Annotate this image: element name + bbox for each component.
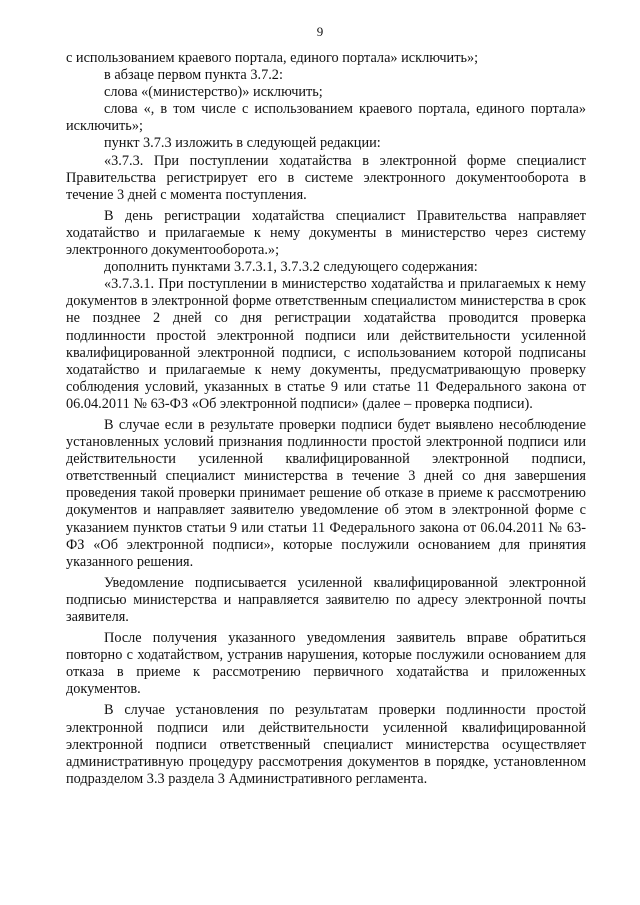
paragraph-4: слова «, в том числе с использованием краевого портала, единого портала» исключить»; [66,101,586,135]
document-body [66,50,586,788]
paragraph-9: «3.7.3.1. При поступлении в министерство ходатайства и прилагаемых к нему документов в электронной форме ответственным специалистом министерства в срок не позднее 2 дней со дня регистрации ходатайства проводится проверка подлинности простой электронной подписи или действительности усиленной квалифицированной электронной подписи, с использованием которой подписаны ходатайство и прилагаемые к нему документы, предусматривающую проверку соблюдения условий, указанных в статье 9 или статье 11 Федерального закона от 06.04.2011 № 63-ФЗ «Об электронной подписи» (далее – проверка подписи). [66,276,586,412]
paragraph-1: с использованием краевого портала, единого портала» исключить»; [66,50,479,66]
paragraph-6: «3.7.3. При поступлении ходатайства в электронной форме специалист Правительства регистрирует его в системе электронного документооборота в течение 3 дней с момента поступления. [66,152,586,203]
paragraph-7: В день регистрации ходатайства специалист Правительства направляет ходатайство и прилагаемые к нему документы в министерство через систему электронного документооборота.»; [66,207,586,259]
paragraph-10: В случае если в результате проверки подписи будет выявлено несоблюдение установленных условий признания подлинности простой электронной подписи или действительности усиленной квалифицированной электронной подписи, ответственный специалист министерства в течение 3 дней со дня завершения проведения такой проверки принимает решение об отказе в приеме к рассмотрению документов и направляет заявителю уведомление об этом в электронной форме с указанием пунктов статьи 9 или статьи 11 Федерального закона от 06.04.2011 № 63-ФЗ «Об электронной подписи», которые послужили основанием для принятия указанного решения. [66,416,586,570]
paragraph-13: В случае установления по результатам проверки подлинности простой электронной подписи или действительности усиленной квалифицированной электронной подписи ответственный специалист министерства осуществляет административную процедуру рассмотрения документов в порядке, установленном подразделом 3.3 раздела 3 Административного регламента. [66,702,586,787]
paragraph-8: дополнить пунктами 3.7.3.1, 3.7.3.2 следующего содержания: [104,259,478,276]
paragraph-11: Уведомление подписывается усиленной квалифицированной электронной подписью министерства и направляется заявителю по адресу электронной почты заявителя. [66,574,586,625]
paragraph-5: пункт 3.7.3 изложить в следующей редакции: [104,135,381,152]
page-number: 9 [316,24,324,39]
paragraph-3: слова «(министерство)» исключить; [104,84,323,101]
paragraph-2: в абзаце первом пункта 3.7.2: [104,67,283,84]
paragraph-12: После получения указанного уведомления заявитель вправе обратиться повторно с ходатайством, устранив нарушения, которые послужили основанием для отказа в приеме к рассмотрению первичного ходатайства и приложенных документов. [66,630,586,698]
